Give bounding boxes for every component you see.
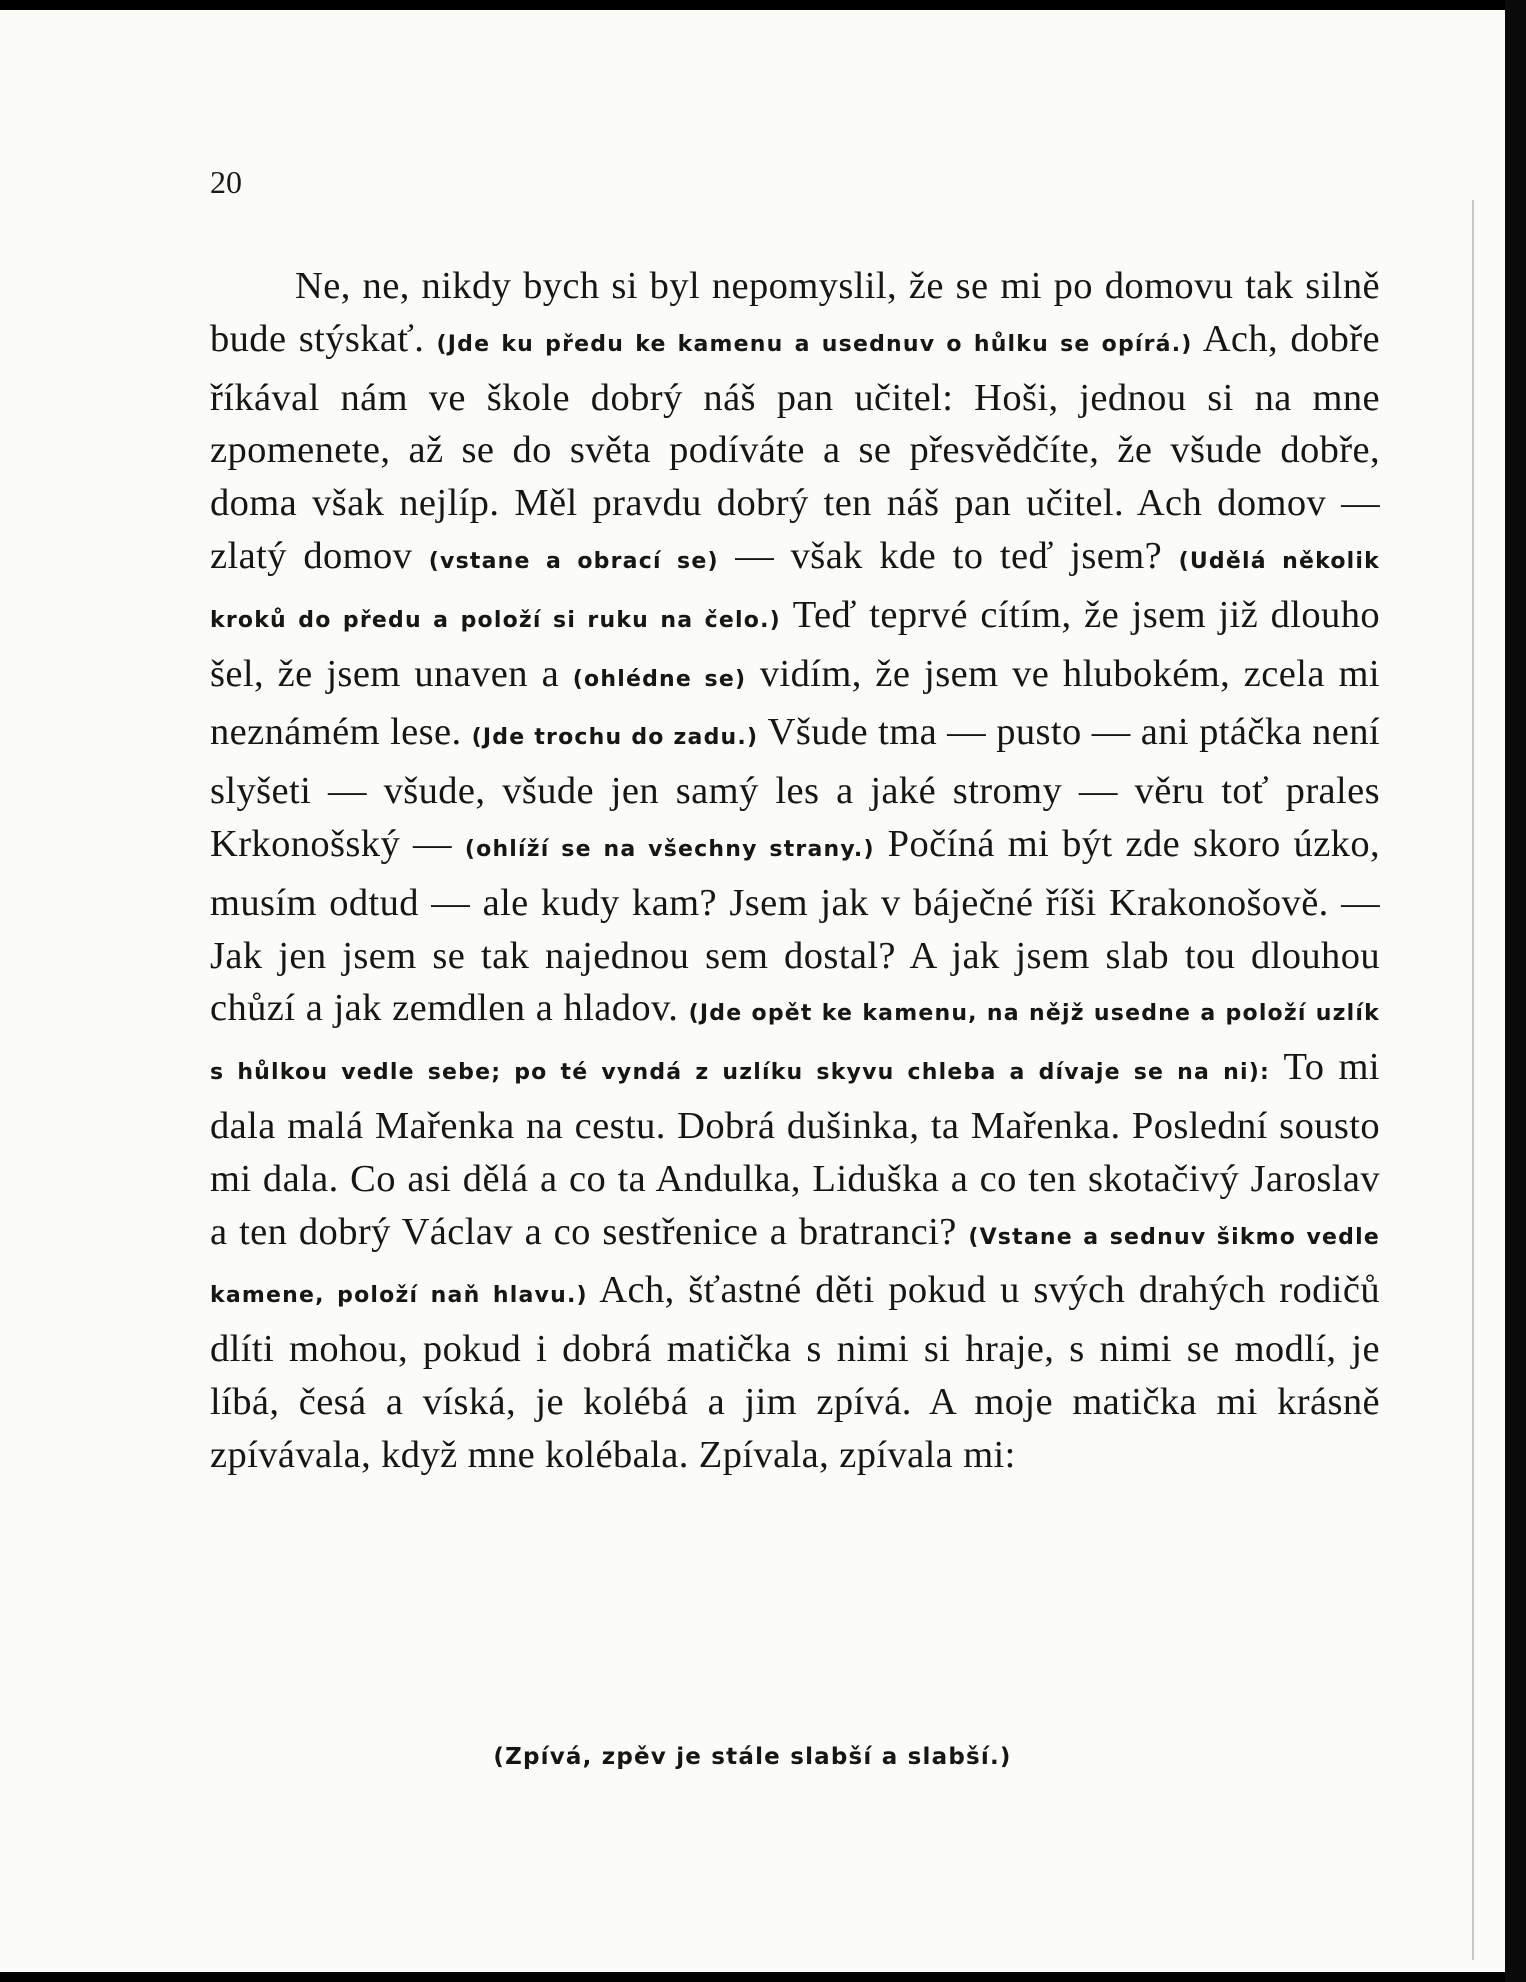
closing-stage-direction	[0, 1730, 1505, 1774]
stage-direction: (Jde trochu do zadu.)	[471, 725, 759, 751]
main-text	[210, 260, 1380, 1482]
stage-direction: (Vstane a sednuv šikmo vedle kamene, položí naň hlavu.)	[210, 1224, 1380, 1309]
stage-direction: (Jde ku předu ke kamenu a usednuv o hůlku se opírá.)	[436, 331, 1193, 357]
dialogue-text: Počíná mi být zde skoro úzko, musím odtud — ale kudy kam? Jsem jak v báječné říši Krakonošově. — Jak jen jsem se tak najednou sem dostal? A jak jsem slab tou dlouhou chůzí a jak zemdlen a hladov.	[210, 822, 1381, 1030]
stage-direction: (ohlédne se)	[572, 666, 747, 692]
book-page	[0, 10, 1505, 1972]
stage-direction: (Zpívá, zpěv je stále slabší a slabší.)	[493, 1744, 1012, 1770]
dialogue-text: Ne, ne, nikdy bych si byl nepomyslil, že se mi po domovu tak silně bude stýskať.	[210, 265, 1380, 360]
dialogue-text: — však kde to teď jsem?	[718, 534, 1179, 577]
page-edge-line	[1472, 200, 1474, 1960]
dialogue-text: To mi dala malá Mařenka na cestu. Dobrá dušinka, ta Mařenka. Poslední sousto mi dala. Co asi dělá a co ta Andulka, Liduška a co ten skotačivý Jaroslav a ten dobrý Václav a co sestřenice a bratranci?	[210, 1046, 1380, 1253]
stage-direction: (vstane a obrací se)	[428, 548, 719, 574]
dialogue-text: Teď teprvé cítím, že jsem již dlouho šel, že jsem unaven a	[210, 593, 1381, 695]
page-number: 20	[210, 164, 242, 200]
stage-direction: (ohlíží se na všechny strany.)	[464, 836, 875, 862]
scan-border	[1505, 0, 1526, 1982]
dialogue-text: Ach, dobře říkával nám ve škole dobrý náš pan učitel: Hoši, jednou si na mne zpomenete, až se do světa podíváte a se přesvědčíte, že všude dobře, doma však nejlíp. Měl pravdu dobrý ten náš pan učitel. Ach domov — zlatý domov	[210, 317, 1381, 577]
stage-direction: (Jde opět ke kamenu, na nějž usedne a položí uzlík s hůlkou vedle sebe; po té vyndá z uzlíku skyvu chleba a dívaje se na ni):	[210, 1001, 1380, 1086]
stage-direction: (Udělá několik kroků do předu a položí si ruku na čelo.)	[210, 548, 1380, 633]
dialogue-text: vidím, že jsem ve hlubokém, zcela mi neznámém lese.	[210, 652, 1380, 754]
dialogue-text: Všude tma — pusto — ani ptáčka není slyšeti — všude, všude jen samý les a jaké stromy — věru toť prales Krkonošský —	[210, 711, 1380, 865]
dialogue-text: Ach, šťastné děti pokud u svých drahých rodičů dlíti mohou, pokud i dobrá matička s nimi si hraje, s nimi se modlí, je líbá, česá a víská, je kolébá a jim zpívá. A moje matička mi krásně zpívávala, když mne kolébala. Zpívala, zpívala mi:	[210, 1269, 1381, 1476]
paragraph	[210, 260, 1380, 1482]
